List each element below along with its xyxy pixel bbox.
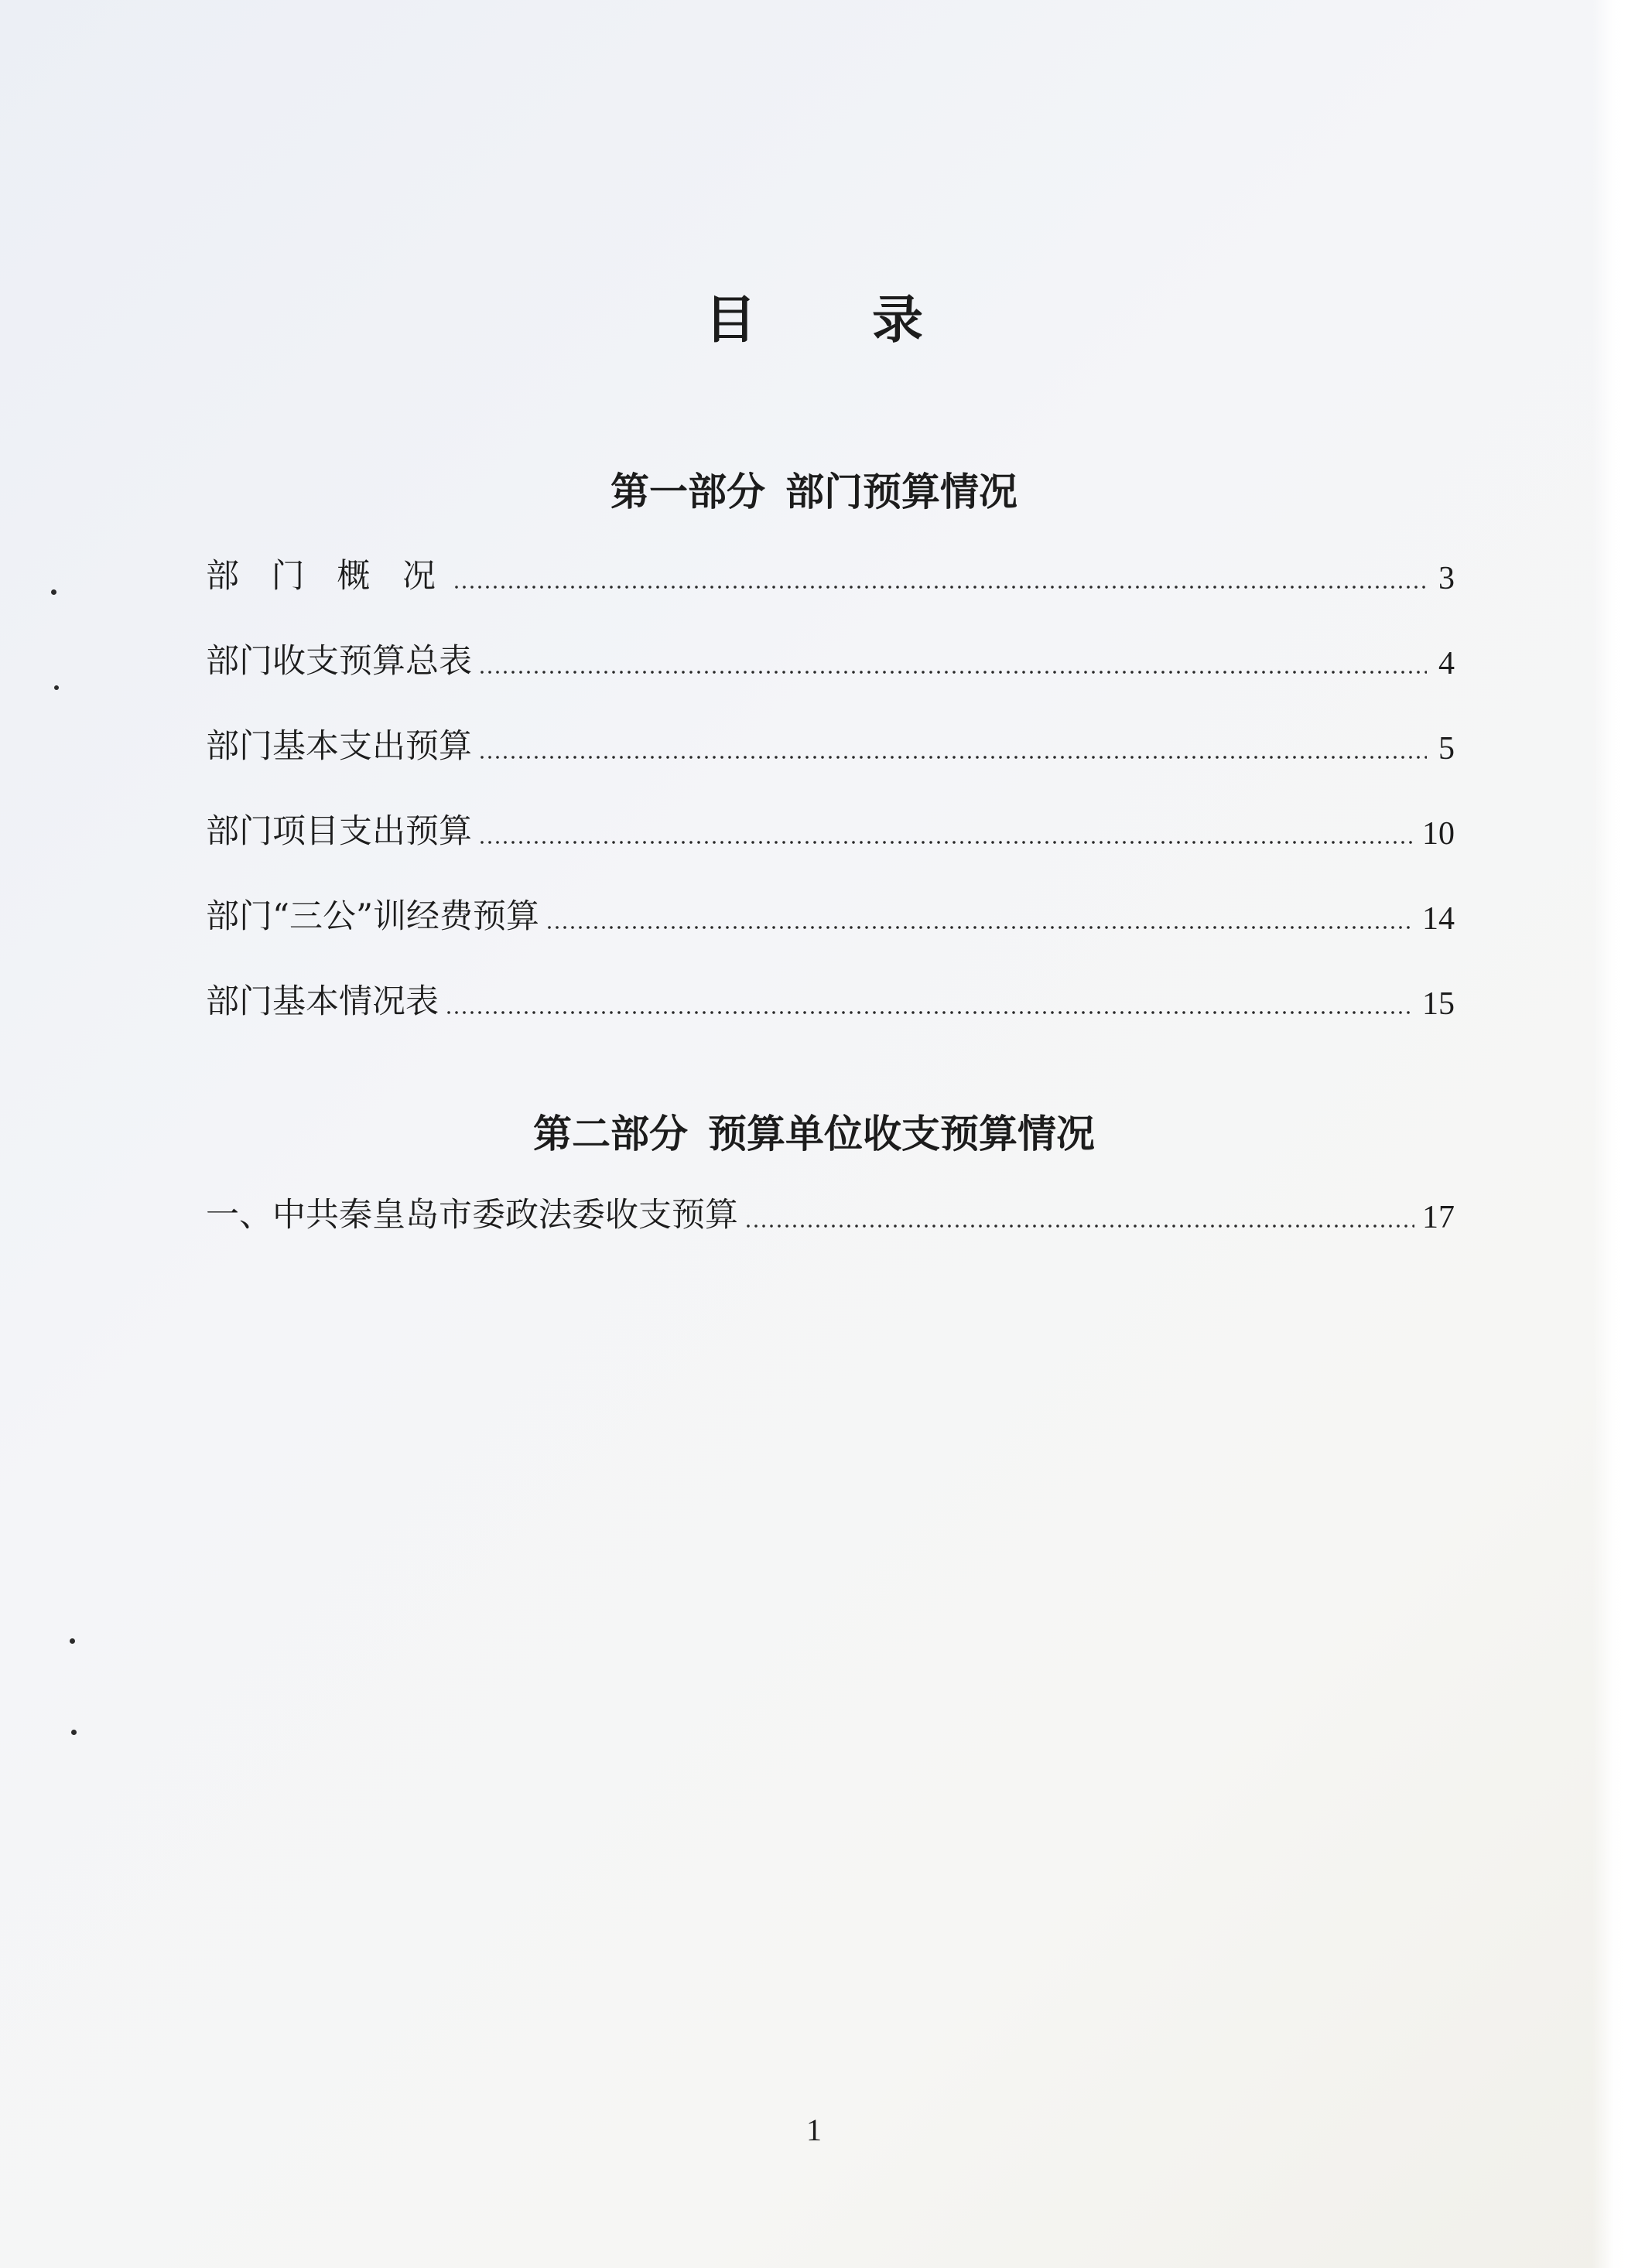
- dot-leader: [478, 840, 1414, 845]
- scan-speck: [70, 1638, 75, 1644]
- dot-leader: [478, 670, 1427, 675]
- toc-entry-label: 一、中共秦皇岛市委政法委收支预算: [206, 1196, 738, 1235]
- toc-entry[interactable]: [206, 976, 1455, 1023]
- toc-entry-page: 3: [1438, 561, 1455, 596]
- scan-speck: [51, 589, 56, 595]
- toc-entry[interactable]: [206, 551, 1455, 597]
- toc-entry-page: 17: [1422, 1200, 1455, 1235]
- toc-entry-page: 15: [1422, 986, 1455, 1022]
- part-one-heading: [0, 461, 1628, 517]
- toc-entry[interactable]: [206, 806, 1455, 852]
- toc-entry-page: 10: [1422, 816, 1455, 852]
- scan-speck: [54, 685, 59, 690]
- toc-entry-page: 14: [1422, 901, 1455, 937]
- part-two-heading: [0, 1103, 1628, 1159]
- toc-title: [0, 278, 1628, 352]
- toc-entry-label: 部门收支预算总表: [206, 642, 472, 681]
- toc-entry[interactable]: [206, 636, 1455, 682]
- part-two-name: 预算单位收支预算情况: [708, 1111, 1095, 1156]
- toc-entry-label: 部 门 概 况: [206, 557, 447, 596]
- dot-leader: [445, 1010, 1414, 1015]
- toc-entry[interactable]: [206, 891, 1455, 938]
- toc-title-char-2: 录: [872, 289, 923, 350]
- dot-leader: [478, 755, 1427, 760]
- dot-leader: [453, 585, 1427, 589]
- page-number: 1: [806, 2113, 822, 2147]
- toc-entry-label: 部门项目支出预算: [206, 812, 472, 851]
- toc-entry-page: 5: [1438, 731, 1455, 767]
- toc-entry-page: 4: [1438, 646, 1455, 681]
- toc-entry-label: 部门基本支出预算: [206, 727, 472, 766]
- dot-leader: [744, 1224, 1414, 1228]
- part-two-label: 第二部分: [533, 1111, 688, 1156]
- toc-entry-label: 部门基本情况表: [206, 982, 439, 1021]
- toc-title-char-1: 目: [705, 289, 756, 350]
- toc-entry[interactable]: [206, 721, 1455, 767]
- part-one-label: 第一部分: [610, 469, 765, 514]
- toc-entry[interactable]: [206, 1190, 1455, 1236]
- part-one-name: 部门预算情况: [785, 469, 1018, 514]
- dot-leader: [546, 925, 1414, 930]
- toc-entry-label: 部门“三公”训经费预算: [206, 897, 539, 936]
- scan-speck: [71, 1730, 77, 1735]
